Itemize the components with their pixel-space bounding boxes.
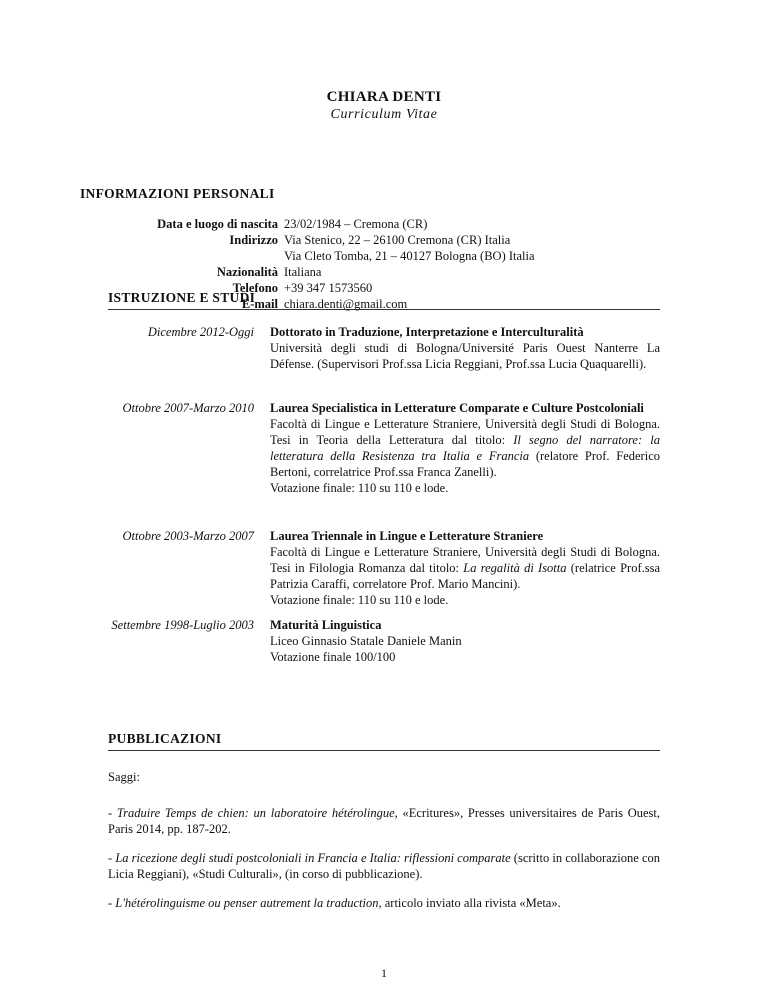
entry-text <box>270 416 660 480</box>
section-title-personal: INFORMAZIONI PERSONALI <box>80 186 275 201</box>
entry-title: Maturità Linguistica <box>270 618 382 632</box>
education-entry <box>108 400 660 496</box>
education-entry <box>108 528 660 608</box>
publication-item <box>108 850 660 882</box>
page-number: 1 <box>381 966 387 980</box>
publication-title: La ricezione degli studi postcoloniali in Francia e Italia: riflessioni comparate <box>115 851 511 865</box>
publication-prefix: - <box>108 851 116 865</box>
info-value: 23/02/1984 – Cremona (CR) <box>284 217 428 231</box>
entry-body <box>270 324 660 372</box>
publications-section <box>108 731 660 951</box>
publication-item <box>108 895 660 911</box>
entry-text-part: Facoltà di Lingue e Letterature Straniere, Università degli Studi di Bologna. Tesi in Filologia Romanza dal titolo: <box>270 545 660 575</box>
entry-date: Dicembre 2012-Oggi <box>147 325 254 339</box>
info-label: Indirizzo <box>229 233 278 247</box>
entry-text-part: (relatrice Prof.ssa Patrizia Caraffi, correlatore Prof. Mario Mancini). <box>270 561 661 591</box>
document-subtitle: Curriculum Vitae <box>330 107 438 122</box>
info-label: Nazionalità <box>216 265 278 279</box>
info-value: Via Stenico, 22 – 26100 Cremona (CR) Italia <box>284 233 511 247</box>
publication-title: L'hétérolinguisme ou penser autrement la traduction <box>115 896 379 910</box>
entry-text <box>270 544 660 592</box>
publication-title: Traduire Temps de chien: un laboratoire hétérolingue <box>116 806 395 820</box>
entry-text: Liceo Ginnasio Statale Daniele Manin <box>270 634 462 648</box>
info-label: Telefono <box>232 281 278 295</box>
publication-details: , «Ecritures», Presses universitaires de Paris Ouest, Paris 2014, pp. 187-202. <box>108 806 660 836</box>
info-value: Italiana <box>284 265 322 279</box>
info-row <box>100 264 704 280</box>
education-entry <box>108 617 660 665</box>
info-value: Via Cleto Tomba, 21 – 40127 Bologna (BO) Italia <box>284 249 535 263</box>
thesis-title: La regalità di Isotta <box>463 561 567 575</box>
publication-item <box>108 805 660 837</box>
entry-grade: Votazione finale: 110 su 110 e lode. <box>270 593 449 607</box>
publications-intro: Saggi: <box>108 770 140 784</box>
person-name: CHIARA DENTI <box>326 89 442 105</box>
entry-date: Ottobre 2003-Marzo 2007 <box>122 529 254 543</box>
entry-text: Università degli studi di Bologna/Université Paris Ouest Nanterre La Défense. (Supervisori Prof.ssa Licia Reggiani, Prof.ssa Lucia Quaquarelli). <box>270 341 660 371</box>
entry-body <box>270 528 660 608</box>
info-row <box>100 216 704 232</box>
entry-body <box>270 617 660 665</box>
entry-title: Laurea Triennale in Lingue e Letterature Straniere <box>270 529 544 543</box>
entry-date: Ottobre 2007-Marzo 2010 <box>122 401 254 415</box>
publication-details: , articolo inviato alla rivista «Meta». <box>378 896 561 910</box>
entry-date: Settembre 1998-Luglio 2003 <box>111 618 254 632</box>
entry-grade: Votazione finale: 110 su 110 e lode. <box>270 481 449 495</box>
entry-title: Laurea Specialistica in Letterature Comparate e Culture Postcoloniali <box>270 401 644 415</box>
email-value: chiara.denti@gmail.com <box>284 297 408 311</box>
education-section <box>108 290 660 670</box>
info-label <box>100 248 284 264</box>
info-row <box>100 232 704 248</box>
entry-text-part: (relatore Prof. Federico Bertoni, correlatrice Prof.ssa Franca Zanelli). <box>270 449 660 479</box>
publication-prefix: - <box>108 806 117 820</box>
entry-title: Dottorato in Traduzione, Interpretazione e Interculturalità <box>270 325 584 339</box>
info-value: +39 347 1573560 <box>284 281 373 295</box>
cv-header <box>0 88 768 124</box>
section-title-publications: PUBBLICAZIONI <box>108 731 660 751</box>
info-label: E-mail <box>241 297 278 311</box>
publication-prefix: - <box>108 896 116 910</box>
entry-grade: Votazione finale 100/100 <box>270 650 396 664</box>
publication-details: (scritto in collaborazione con Licia Reggiani), «Studi Culturali», (in corso di pubblicazione). <box>108 851 660 881</box>
education-entry <box>108 324 660 372</box>
thesis-title: Il segno del narratore: la letteratura della Resistenza tra Italia e Francia <box>270 433 661 463</box>
section-title-education: ISTRUZIONE E STUDI <box>108 290 660 310</box>
info-label: Data e luogo di nascita <box>157 217 278 231</box>
entry-text-part: Facoltà di Lingue e Letterature Straniere, Università degli Studi di Bologna. Tesi in Teoria della Letteratura dal titolo: <box>270 417 660 447</box>
entry-body <box>270 400 660 496</box>
info-row <box>100 248 704 264</box>
